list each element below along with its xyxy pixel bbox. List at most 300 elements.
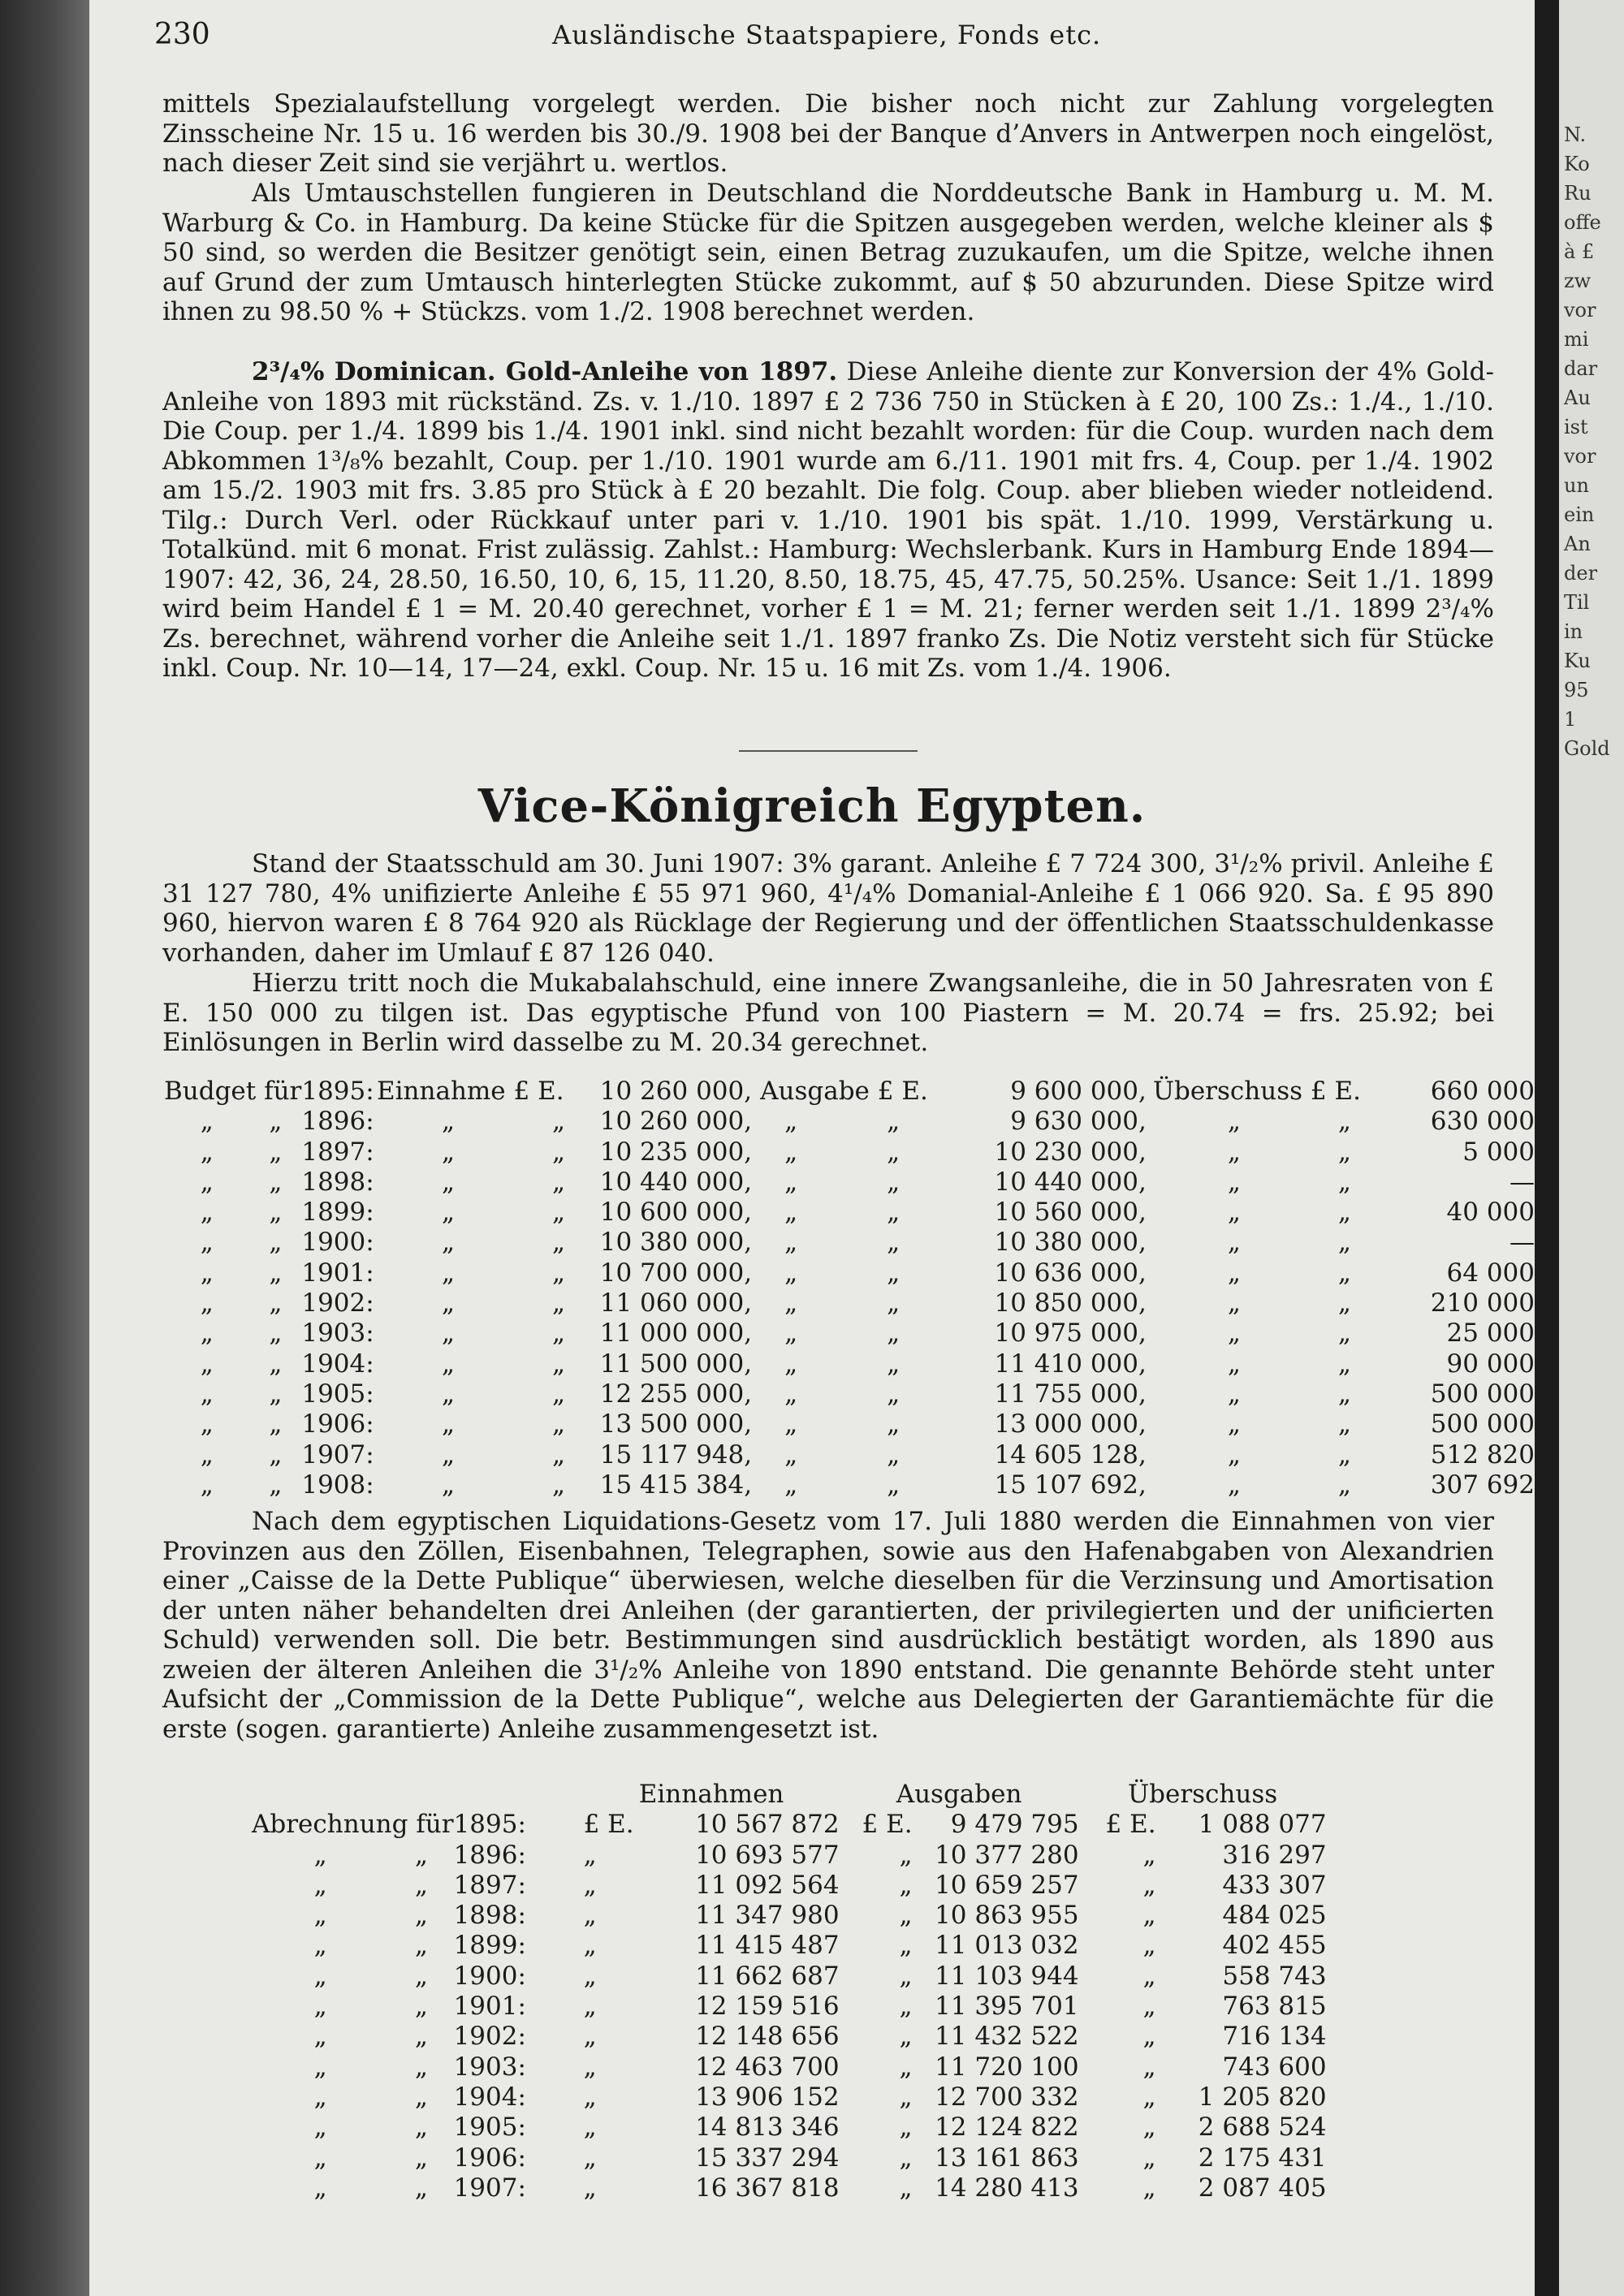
accounts-expense: 14 280 413 [935,2173,1079,2203]
ditto-mark: „ [887,1198,901,1228]
ditto-mark: „ [1227,1409,1241,1439]
ditto-mark: „ [269,1258,283,1288]
ditto-mark: „ [552,1439,566,1470]
accounts-surplus: 433 307 [1222,1870,1327,1900]
adjacent-page-strip [1559,0,1624,2296]
accounts-label: Abrechnung für [252,1810,454,1840]
ditto-group [752,1288,987,1318]
ditto-group [377,1137,576,1167]
ditto-mark: „ [583,1901,597,1931]
adjacent-page-fragment: vor [1564,299,1596,322]
ditto-mark: „ [552,1167,566,1197]
ditto-mark: „ [1142,2173,1156,2203]
accounts-year: 1902: [453,2022,526,2052]
budget-year: 1898: [301,1167,374,1197]
ditto-mark: „ [200,1439,214,1470]
ditto-mark: „ [441,1228,456,1258]
accounts-year: 1900: [453,1961,526,1991]
ditto-mark: „ [269,1379,283,1409]
budget-year: 1901: [301,1258,374,1288]
budget-expense: 10 560 000, [994,1198,1147,1228]
budget-income: 11 000 000, [599,1318,753,1349]
ditto-mark: „ [887,1349,901,1379]
ditto-mark: „ [441,1137,456,1167]
adjacent-page-fragment: mi [1564,328,1589,351]
accounts-surplus: 743 600 [1222,2052,1327,2082]
budget-income: 10 380 000, [599,1228,753,1258]
accounts-row [252,2052,1327,2082]
col-header-income: Einnahmen [638,1780,784,1809]
ditto-mark: „ [552,1258,566,1288]
accounts-surplus: 1 205 820 [1198,2082,1327,2112]
ditto-group [377,1379,576,1409]
adjacent-page-fragment: An [1564,533,1591,555]
ditto-mark: „ [784,1409,798,1439]
accounts-year: 1904: [453,2082,526,2112]
accounts-row [252,1810,1327,1840]
ditto-group [1147,1107,1361,1137]
budget-row [164,1470,1535,1500]
accounts-income: 11 347 980 [695,1901,840,1931]
ditto-mark: „ [552,1409,566,1439]
ditto-mark: „ [200,1349,214,1379]
ditto-mark: „ [441,1349,456,1379]
budget-income: 11 060 000, [599,1288,753,1318]
ditto-mark: „ [784,1167,798,1197]
currency-label: £ E. [1105,1810,1156,1840]
budget-surplus: 90 000 [1446,1349,1535,1379]
ditto-mark: „ [441,1167,456,1197]
budget-income: 10 235 000, [599,1137,753,1167]
budget-surplus: 40 000 [1446,1198,1535,1228]
running-head: Ausländische Staatspapiere, Fonds etc. [552,19,1102,50]
ditto-mark: „ [899,1961,913,1991]
ditto-group [377,1167,576,1198]
ditto-group [377,1349,576,1379]
ditto-mark: „ [441,1107,456,1137]
budget-income: 10 260 000, [599,1107,753,1137]
budget-expense: 9 600 000, [1010,1077,1147,1106]
ditto-mark: „ [414,1931,428,1961]
budget-income: 13 500 000, [599,1409,753,1439]
budget-surplus-label: Überschuss £ E. [1152,1077,1361,1106]
ditto-mark: „ [200,1318,214,1349]
budget-income: 10 260 000, [599,1077,753,1106]
accounts-header-row [252,1780,1327,1810]
ditto-mark: „ [200,1228,214,1258]
ditto-group [752,1470,987,1500]
budget-row [164,1409,1535,1439]
ditto-mark: „ [1227,1349,1241,1379]
ditto-mark: „ [899,1840,913,1870]
ditto-mark: „ [200,1409,214,1439]
ditto-group [1147,1470,1361,1500]
budget-year: 1902: [301,1288,374,1318]
ditto-mark: „ [784,1107,798,1137]
budget-expense: 10 230 000, [994,1137,1147,1167]
ditto-mark: „ [441,1288,456,1318]
ditto-mark: „ [1142,2143,1156,2173]
ditto-mark: „ [313,2113,327,2143]
ditto-mark: „ [784,1318,798,1349]
budget-row [164,1318,1535,1349]
budget-expense: 9 630 000, [1010,1107,1147,1137]
ditto-group [1147,1137,1361,1167]
ditto-mark: „ [1337,1379,1351,1409]
budget-expense: 10 636 000, [994,1258,1147,1288]
currency-label: £ E. [862,1810,913,1840]
budget-year: 1908: [301,1470,374,1500]
ditto-mark: „ [784,1470,798,1500]
ditto-mark: „ [200,1198,214,1228]
accounts-row [252,2082,1327,2113]
budget-year: 1896: [301,1107,374,1137]
ditto-mark: „ [269,1137,283,1167]
ditto-group [377,1470,576,1500]
accounts-expense: 12 700 332 [935,2082,1079,2112]
ditto-mark: „ [583,1870,597,1900]
page-number: 230 [154,18,210,51]
accounts-year: 1907: [453,2173,526,2203]
accounts-income: 11 662 687 [695,1961,840,1991]
budget-expense: 10 380 000, [994,1228,1147,1258]
ditto-mark: „ [313,1840,327,1870]
budget-surplus: 64 000 [1446,1258,1535,1288]
ditto-mark: „ [899,1870,913,1900]
adjacent-page-fragment: offe [1564,211,1601,234]
ditto-mark: „ [441,1470,456,1500]
accounts-year: 1896: [453,1840,526,1870]
budget-income: 10 600 000, [599,1198,753,1228]
ditto-mark: „ [441,1409,456,1439]
ditto-group [1147,1228,1361,1258]
accounts-income: 11 092 564 [695,1870,840,1900]
budget-row [164,1349,1535,1379]
paragraph-mukabalah: Hierzu tritt noch die Mukabalahschuld, eine innere Zwangsanleihe, die in 50 Jahresraten von £ E. 150 000 zu tilgen ist. Das egyptische Pfund von 100 Piastern = M. 20.74 = frs. 25.92; bei Einlösungen in Berlin wird dasselbe zu M. 20.34 gerechnet. [162,969,1494,1057]
ditto-mark: „ [552,1228,566,1258]
ditto-mark: „ [552,1349,566,1379]
ditto-mark: „ [1142,1992,1156,2022]
book-page [89,0,1535,2296]
accounts-row [252,2143,1327,2173]
accounts-year: 1897: [453,1870,526,1900]
ditto-mark: „ [899,2113,913,2143]
ditto-mark: „ [1337,1318,1351,1349]
ditto-group [752,1198,987,1228]
ditto-mark: „ [552,1318,566,1349]
accounts-surplus: 558 743 [1222,1961,1327,1991]
ditto-mark: „ [899,1992,913,2022]
accounts-year: 1906: [453,2143,526,2173]
ditto-group [1147,1198,1361,1228]
adjacent-page-fragment: in [1564,620,1583,643]
ditto-mark: „ [1337,1439,1351,1470]
ditto-mark: „ [887,1258,901,1288]
ditto-mark: „ [414,2082,428,2112]
ditto-group [377,1228,576,1258]
budget-surplus: — [1510,1167,1535,1197]
adjacent-page-fragment: N. [1564,123,1587,146]
ditto-group [1147,1258,1361,1288]
ditto-mark: „ [887,1409,901,1439]
ditto-mark: „ [887,1288,901,1318]
budget-surplus: 210 000 [1430,1288,1535,1318]
budget-expense: 14 605 128, [994,1439,1147,1470]
ditto-mark: „ [269,1228,283,1258]
budget-row [164,1167,1535,1198]
budget-surplus: 5 000 [1462,1137,1535,1167]
budget-surplus: 630 000 [1430,1107,1535,1137]
budget-surplus: 512 820 [1430,1439,1535,1470]
ditto-mark: „ [583,2022,597,2052]
accounts-surplus: 1 088 077 [1198,1810,1327,1840]
ditto-mark: „ [313,2143,327,2173]
ditto-mark: „ [583,1992,597,2022]
accounts-expense: 11 432 522 [935,2022,1079,2052]
ditto-mark: „ [313,1931,327,1961]
accounts-row [252,1841,1327,1871]
ditto-mark: „ [583,1931,597,1961]
ditto-mark: „ [313,1901,327,1931]
dominican-loan-heading: 2³/₄% Dominican. Gold-Anleihe von 1897. [252,357,838,386]
ditto-mark: „ [269,1167,283,1197]
accounts-income: 10 693 577 [695,1840,840,1870]
accounts-expense: 11 013 032 [935,1931,1079,1961]
adjacent-page-fragment: zw [1564,270,1592,292]
ditto-mark: „ [200,1137,214,1167]
accounts-row [252,1871,1327,1901]
accounts-row [252,1931,1327,1961]
ditto-mark: „ [899,2173,913,2203]
budget-expense: 11 410 000, [994,1349,1147,1379]
ditto-mark: „ [269,1349,283,1379]
ditto-mark: „ [269,1107,283,1137]
budget-row [164,1198,1535,1228]
ditto-mark: „ [200,1379,214,1409]
ditto-mark: „ [313,2173,327,2203]
adjacent-page-fragment: vor [1564,445,1596,468]
accounts-expense: 10 659 257 [935,1870,1079,1900]
adjacent-page-fragment: 95 [1564,679,1589,701]
adjacent-page-fragment: un [1564,474,1589,497]
accounts-expense: 11 395 701 [935,1992,1079,2022]
budget-row [164,1228,1535,1258]
ditto-mark: „ [414,2173,428,2203]
ditto-mark: „ [1337,1198,1351,1228]
accounts-year: 1901: [453,1992,526,2022]
accounts-surplus: 716 134 [1222,2022,1327,2052]
accounts-surplus: 2 688 524 [1198,2113,1327,2143]
ditto-mark: „ [899,2022,913,2052]
header-spacer [252,1780,584,1810]
ditto-mark: „ [313,1961,327,1991]
ditto-mark: „ [1142,2052,1156,2082]
adjacent-page-fragment: Til [1564,591,1590,614]
ditto-mark: „ [552,1288,566,1318]
adjacent-page-fragment: Ru [1564,182,1592,205]
accounts-year: 1898: [453,1901,526,1931]
accounts-expense: 11 103 944 [935,1961,1079,1991]
ditto-mark: „ [1227,1167,1241,1197]
ditto-group [377,1258,576,1288]
budget-expense: 15 107 692, [994,1470,1147,1500]
ditto-mark: „ [414,1870,428,1900]
ditto-mark: „ [887,1107,901,1137]
budget-income: 15 415 384, [599,1470,753,1500]
budget-income: 10 440 000, [599,1167,753,1197]
ditto-group [377,1107,576,1137]
accounts-row [252,1992,1327,2022]
currency-label: £ E. [583,1810,634,1840]
ditto-mark: „ [200,1107,214,1137]
paragraph-dominican-loan [162,357,1494,684]
ditto-group [1147,1288,1361,1318]
accounts-income: 14 813 346 [695,2113,840,2143]
ditto-mark: „ [200,1258,214,1288]
ditto-mark: „ [583,1961,597,1991]
ditto-group [1147,1167,1361,1198]
ditto-group [1147,1440,1361,1470]
accounts-income: 11 415 487 [695,1931,840,1961]
budget-expense-label: Ausgabe £ E. [760,1077,928,1106]
ditto-group [752,1258,987,1288]
accounts-surplus: 402 455 [1222,1931,1327,1961]
ditto-mark: „ [414,1840,428,1870]
ditto-mark: „ [887,1167,901,1197]
ditto-mark: „ [583,2113,597,2143]
ditto-mark: „ [1227,1258,1241,1288]
budget-year: 1906: [301,1409,374,1439]
budget-row [164,1258,1535,1288]
ditto-mark: „ [899,2082,913,2112]
ditto-mark: „ [414,2143,428,2173]
budget-expense: 10 850 000, [994,1288,1147,1318]
ditto-mark: „ [1337,1258,1351,1288]
budget-table-body [164,1077,1535,1500]
accounts-surplus: 316 297 [1222,1840,1327,1870]
dominican-loan-text: Diese Anleihe diente zur Konversion der 4% Gold-Anleihe von 1893 mit rückständ. Zs. v. 1./10. 1897 £ 2 736 750 in Stücken à £ 20, 100 Zs.: 1./4., 1./10. Die Coup. per 1./4. 1899 bis 1./4. 1901 inkl. sind nicht bezahlt worden: für die Coup. wurden nach dem Abkommen 1³/₈% bezahlt, Coup. per 1./10. 1901 wurde am 6./11. 1901 mit frs. 4, Coup. per 1./4. 1902 am 15./2. 1903 mit frs. 3.85 pro Stück à £ 20 bezahlt. Die folg. Coup. aber blieben wieder notleidend. Tilg.: Durch Verl. oder Rückkauf unter pari v. 1./10. 1901 bis spät. 1./10. 1999, Verstärkung u. Totalkünd. mit 6 monat. Frist zulässig. Zahlst.: Hamburg: Wechslerbank. Kurs in Hamburg Ende 1894—1907: 42, 36, 24, 28.50, 16.50, 10, 6, 15, 11.20, 8.50, 18.75, 45, 47.75, 50.25%. Usance: Seit 1./1. 1899 wird beim Handel £ 1 = M. 20.40 gerechnet, vorher £ 1 = M. 21; ferner werden seit 1./1. 1899 2³/₄% Zs. berechnet, während vorher die Anleihe seit 1./1. 1897 franko Zs. Die Notiz versteht sich für Stücke inkl. Coup. Nr. 10—14, 17—24, exkl. Coup. Nr. 15 u. 16 mit Zs. vom 1./4. 1906. [162,357,1494,683]
ditto-mark: „ [441,1198,456,1228]
col-header-surplus: Überschuss [1128,1780,1278,1809]
ditto-mark: „ [441,1318,456,1349]
ditto-mark: „ [1142,1870,1156,1900]
adjacent-page-fragment: der [1564,562,1598,585]
ditto-mark: „ [887,1318,901,1349]
ditto-mark: „ [899,2052,913,2082]
adjacent-page-fragment: Au [1564,386,1591,409]
ditto-mark: „ [313,2052,327,2082]
ditto-mark: „ [1337,1228,1351,1258]
budget-row [164,1288,1535,1318]
accounts-year: 1903: [453,2052,526,2082]
ditto-mark: „ [1142,2022,1156,2052]
ditto-mark: „ [269,1409,283,1439]
ditto-mark: „ [269,1470,283,1500]
ditto-group [377,1440,576,1470]
page-gutter [1535,0,1559,2296]
budget-expense: 10 975 000, [994,1318,1147,1349]
left-binding-edge [0,0,89,2296]
accounts-income: 16 367 818 [695,2173,840,2203]
budget-row [164,1107,1535,1137]
accounts-expense: 10 377 280 [935,1840,1079,1870]
ditto-mark: „ [1227,1228,1241,1258]
ditto-mark: „ [1337,1409,1351,1439]
ditto-mark: „ [1142,1931,1156,1961]
ditto-mark: „ [414,1961,428,1991]
paragraph-continuation: mittels Spezialaufstellung vorgelegt werden. Die bisher noch nicht zur Zahlung vorgelegten Zinsscheine Nr. 15 u. 16 werden bis 30./9. 1908 bei der Banque d’Anvers in Antwerpen noch eingelöst, nach dieser Zeit sind sie verjährt u. wertlos. [162,89,1494,178]
ditto-mark: „ [441,1258,456,1288]
ditto-group [752,1107,987,1137]
ditto-group [1147,1349,1361,1379]
ditto-mark: „ [414,2113,428,2143]
ditto-mark: „ [441,1439,456,1470]
adjacent-page-fragment: 1 [1564,708,1577,731]
ditto-mark: „ [583,2082,597,2112]
ditto-mark: „ [313,1870,327,1900]
paragraph-exchange-points: Als Umtauschstellen fungieren in Deutschland die Norddeutsche Bank in Hamburg u. M. M. Warburg & Co. in Hamburg. Da keine Stücke für die Spitzen ausgegeben werden, welche kleiner als $ 50 sind, so werden die Besitzer genötigt sein, einen Betrag zuzukaufen, um die Spitze, welche ihnen auf Grund der zum Umtausch hinterlegten Stücke zukommt, auf $ 50 abzurunden. Diese Spitze wird ihnen zu 98.50 % + Stückzs. vom 1./2. 1908 berechnet werden. [162,179,1494,326]
adjacent-page-fragment: ein [1564,503,1595,526]
budget-year: 1907: [301,1439,374,1470]
accounts-year: 1905: [453,2113,526,2143]
ditto-mark: „ [583,2143,597,2173]
accounts-income: 12 148 656 [695,2022,840,2052]
accounts-surplus: 2 175 431 [1198,2143,1327,2173]
ditto-mark: „ [784,1258,798,1288]
ditto-mark: „ [899,1931,913,1961]
ditto-mark: „ [887,1470,901,1500]
accounts-expense: 11 720 100 [935,2052,1079,2082]
accounts-income: 12 463 700 [695,2052,840,2082]
adjacent-page-fragment: Gold [1564,737,1610,760]
accounts-row [252,1901,1327,1931]
ditto-group [1147,1379,1361,1409]
ditto-mark: „ [200,1470,214,1500]
budget-expense: 10 440 000, [994,1167,1147,1197]
ditto-mark: „ [414,2022,428,2052]
ditto-mark: „ [887,1137,901,1167]
ditto-mark: „ [899,2143,913,2173]
ditto-mark: „ [414,1992,428,2022]
accounts-row [252,2173,1327,2203]
ditto-mark: „ [552,1379,566,1409]
budget-surplus: 25 000 [1446,1318,1535,1349]
ditto-mark: „ [899,1901,913,1931]
ditto-mark: „ [269,1439,283,1470]
budget-year: 1897: [301,1137,374,1167]
ditto-mark: „ [784,1198,798,1228]
accounts-income: 12 159 516 [695,1992,840,2022]
ditto-mark: „ [1142,1901,1156,1931]
accounts-table-body [252,1780,1327,2203]
budget-row [164,1137,1535,1167]
ditto-mark: „ [1227,1107,1241,1137]
accounts-expense: 9 479 795 [950,1810,1079,1840]
ditto-mark: „ [269,1288,283,1318]
ditto-group [377,1318,576,1349]
budget-expense: 11 755 000, [994,1379,1147,1409]
accounts-surplus: 484 025 [1222,1901,1327,1931]
ditto-group [1147,1409,1361,1439]
accounts-income: 10 567 872 [695,1810,840,1840]
ditto-group [377,1198,576,1228]
budget-year: 1900: [301,1228,374,1258]
adjacent-page-fragment: dar [1564,357,1598,380]
section-divider [739,750,918,752]
ditto-mark: „ [784,1439,798,1470]
budget-income: 15 117 948, [599,1439,753,1470]
accounts-row [252,2113,1327,2143]
